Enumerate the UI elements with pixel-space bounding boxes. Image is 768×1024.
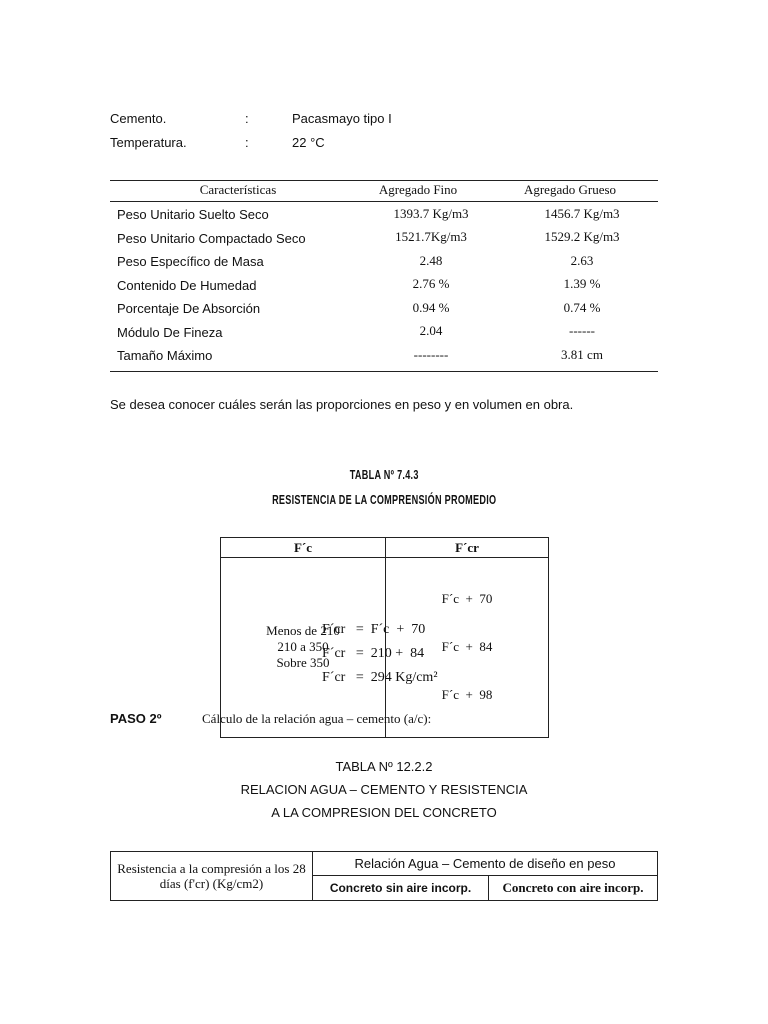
tabla-1222-subtitle2: A LA COMPRESION DEL CONCRETO (271, 805, 497, 820)
list-item: F´c + 84 (441, 639, 493, 654)
paso2-text: Cálculo de la relación agua – cemento (a/c): (202, 711, 432, 726)
tabla-743-subtitle: RESISTENCIA DE LA COMPRENSIÓN PROMEDIO (271, 492, 497, 507)
row-label: Tamaño Máximo (117, 348, 213, 363)
row-fino: 2.04 (419, 323, 443, 338)
equation-line: F´cr = 210 + 84 (322, 646, 425, 661)
row-grueso: ------ (569, 323, 595, 338)
equation-line: F´cr = F´c + 70 (322, 622, 426, 637)
list-item: Sobre 350 (276, 655, 330, 670)
row-fino: 1393.7 Kg/m3 (393, 206, 469, 221)
intro-sentence: Se desea conocer cuáles serán las proporciones en peso y en volumen en obra. (110, 397, 574, 412)
tabla-1222-subtitle1: RELACION AGUA – CEMENTO Y RESISTENCIA (240, 782, 528, 797)
temperatura-value: 22 °C (292, 135, 325, 150)
table-bottom-rule (110, 371, 658, 372)
tabla-1222-title: TABLA Nº 12.2.2 (335, 759, 433, 774)
row-fino: 1521.7Kg/m3 (395, 229, 467, 244)
equation-line: F´cr = 294 Kg/cm² (322, 670, 438, 685)
table-header-rule (110, 201, 658, 202)
temperatura-colon: : (245, 135, 249, 150)
list-item: Menos de 210 (266, 623, 340, 638)
tabla-743-header-fc: F´c (221, 538, 386, 558)
paso2-label: PASO 2º (110, 711, 162, 726)
header-agregado-grueso: Agregado Grueso (523, 182, 617, 197)
tabla-743-title-wrap (0, 466, 768, 484)
row-grueso: 0.74 % (563, 300, 601, 315)
list-item: F´c + 98 (441, 687, 493, 702)
temperatura-label: Temperatura. (110, 135, 187, 150)
row-fino: 0.94 % (412, 300, 450, 315)
tabla-743-header-fcr: F´cr (386, 538, 549, 558)
list-item: 210 a 350 (277, 639, 329, 654)
row-grueso: 1.39 % (563, 276, 601, 291)
tabla-1222-subheader-sin-aire: Concreto sin aire incorp. (313, 876, 489, 901)
row-label: Peso Unitario Suelto Seco (117, 207, 269, 222)
row-fino: 2.76 % (412, 276, 450, 291)
cemento-colon: : (245, 111, 249, 126)
row-grueso: 1529.2 Kg/m3 (544, 229, 620, 244)
tabla-1222-subheader-con-aire: Concreto con aire incorp. (489, 876, 658, 901)
row-fino: -------- (413, 347, 449, 362)
header-agregado-fino: Agregado Fino (378, 182, 458, 197)
row-grueso: 3.81 cm (561, 347, 603, 362)
header-caracteristicas: Características (199, 182, 277, 197)
tabla-743-subtitle-wrap (0, 491, 768, 509)
table-top-rule (110, 180, 658, 181)
tabla-743-title: TABLA Nº 7.4.3 (349, 467, 419, 482)
tabla-1222-col2-header: Relación Agua – Cemento de diseño en peso (313, 852, 658, 876)
cemento-value: Pacasmayo tipo I (292, 111, 392, 126)
row-fino: 2.48 (419, 253, 443, 268)
tabla-1222-col1-header: Resistencia a la compresión a los 28 días (f'cr) (Kg/cm2) (111, 852, 313, 901)
row-label: Peso Específico de Masa (117, 254, 264, 269)
row-grueso: 2.63 (570, 253, 594, 268)
row-label: Contenido De Humedad (117, 278, 257, 293)
cemento-label: Cemento. (110, 111, 167, 126)
row-grueso: 1456.7 Kg/m3 (544, 206, 620, 221)
row-label: Peso Unitario Compactado Seco (117, 231, 306, 246)
row-label: Módulo De Fineza (117, 325, 223, 340)
row-label: Porcentaje De Absorción (117, 301, 261, 316)
list-item: F´c + 70 (441, 591, 493, 606)
tabla-1222-table (110, 851, 658, 901)
